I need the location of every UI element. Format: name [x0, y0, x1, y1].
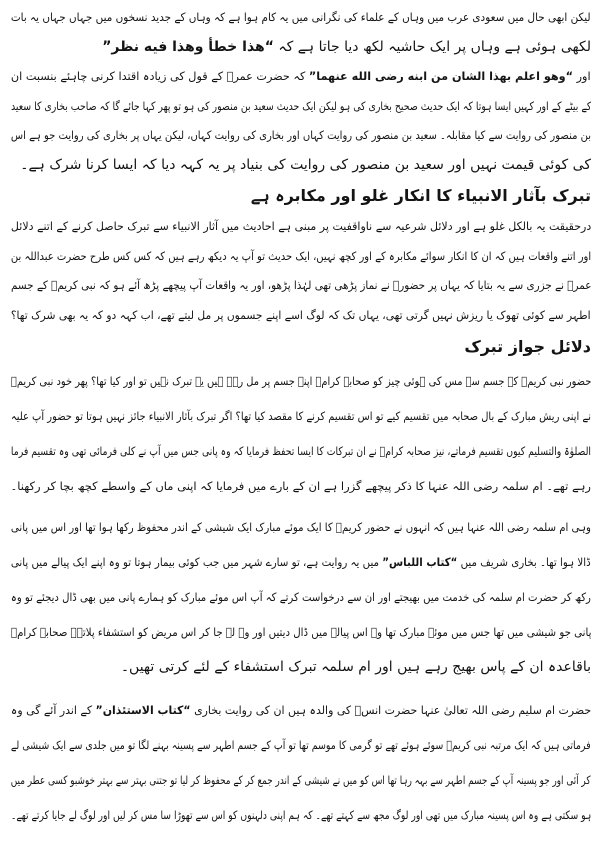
- paragraph-denial: [0, 212, 599, 330]
- line-text: درحقیقت یہ بالکل غلو ہے اور دلائل شرعیہ سے ناواقفیت پر مبنی ہے احادیث میں آثار الانبیاء سے تبرک حاصل کرنے کے اتنے دلائل: [10, 219, 591, 233]
- line-text: باقاعدہ ان کے پاس بھیج رہے ہیں اور ام سلمہ تبرک استشفاء کے لئے کرتی تھیں۔: [120, 659, 591, 675]
- text-line: [8, 242, 591, 272]
- line-text-segment: کے اندر آئے گی وہ: [10, 703, 96, 717]
- line-text: اور اتنے واقعات ہیں کہ ان کا انکار سوائے مکابرہ کے اور کچھ نہیں، ایک حدیث تو آپ یہ دیکھ رہے ہیں کہ کس کس طرح حضرت عبداللہ بن: [10, 248, 591, 263]
- line-text: [11, 62, 591, 92]
- line-text: کے بیٹے کے اور کہیں ایسا ہوتا کہ ایک حدیث صحیح بخاری کی ہو لیکن ایک حدیث سعید بن منصور کی ہو تو پھر کہا جائے گا کہ صاحب بخاری کا سعید: [10, 98, 591, 113]
- text-line: [8, 434, 591, 469]
- section-heading: [8, 180, 591, 212]
- quoted-arabic-phrase: “هذا خطأ وهذا فيه نظر”: [102, 38, 274, 55]
- text-line: [8, 92, 591, 122]
- text-line: [8, 693, 591, 728]
- quoted-arabic-phrase: “كتاب الاستئذان”: [95, 703, 191, 717]
- paragraph-intro: [0, 3, 599, 180]
- line-text-segment: میں یہ روایت ہے، تو سارے شہر میں جب کوئی بیمار ہوتا تو وہ اپنے ایک پیالے میں پانی: [11, 555, 383, 569]
- paragraph-proofs-3: [0, 693, 599, 833]
- line-text: حضور نبی کریمؐ کے جسم سے مس کی ہوئی چیز کو صحابہ کرامؓ اپنے جسم پر مل رہے ہیں یہ تبرک نہیں تو اور کیا تھا؟ پھر خود نبی کریمؐ: [10, 374, 591, 388]
- text-line: [8, 510, 591, 545]
- line-text-segment: لکھی ہوئی ہے وہاں پر ایک حاشیہ لکھ دیا جاتا ہے کہ: [273, 38, 591, 55]
- line-text: فرماتی ہیں کہ ایک مرتبہ نبی کریمؐ سوئے ہوئے تھے تو گرمی کا موسم تھا تو آپ کے جسم اطہر سے پسینہ بہنے لگا تو میں جلدی سے ایک شیشی لے: [11, 738, 591, 752]
- line-text-segment: کہ حضرت عمرؓ کے قول کی زیادہ اقتدا کرنی چاہئے بنسبت ان: [11, 69, 310, 83]
- text-line: [8, 469, 591, 504]
- text-line: [8, 33, 591, 63]
- quoted-arabic-phrase: “كتاب اللباس”: [382, 555, 458, 569]
- text-line: [8, 545, 591, 580]
- line-text-segment: حضرت ام سلیم رضی اللہ تعالیٰ عنہا حضرت انسؓ کی والدہ ہیں ان کی روایت بخاری: [190, 703, 591, 717]
- text-line: [8, 763, 591, 798]
- line-text: لیکن ابھی حال میں سعودی عرب میں وہاں کے علماء کی نگرانی میں یہ کام ہوا ہے کہ وہاں کے جدید نسخوں میں جہاں جہاں یہ بات: [11, 10, 591, 24]
- paragraph-proofs-1: [0, 364, 599, 504]
- text-line: [8, 650, 591, 685]
- text-line: [8, 151, 591, 181]
- line-text: نے اپنی ریش مبارک کے بال صحابہ میں تقسیم کیے تو اس تقسیم کرنے کا مقصد کیا تھا؟ اگر تبرک بآثار الانبیاء جائز نہیں ہوتا تو حضور آپ علیہ: [10, 409, 591, 423]
- line-text: کی کوئی قیمت نہیں اور سعید بن منصور کی روایت کی بنیاد پر یہ کہہ دیا کہ ایسا کرنا شرک ہے۔: [20, 156, 591, 173]
- line-text: [102, 39, 591, 55]
- paragraph-spacer: [0, 685, 599, 693]
- text-line: [8, 3, 591, 33]
- line-text: [11, 693, 591, 728]
- line-text: عمرؓ نے جزری سے یہ بتایا کہ یہاں پر حضورؐ نے نماز پڑھی تھی لہٰذا پڑھو، اور یہ واقعات آپ پیچھے پڑھ آئے ہو کہ نبی کریمؐ کے جسم: [10, 278, 591, 292]
- line-text: [11, 545, 591, 580]
- line-text: ہو سکتی ہے وہ اس پسینہ مبارک میں تھی اور لوگ مجھ سے کہتے تھے۔ کہ ہم اپنی دلہنوں کو اس سے تھوڑا سا مس کر لیں اور لوگ لے جایا کرتے تھے۔: [10, 808, 591, 822]
- line-text: اطہر سے کوئی تھوک یا ریزش نہیں گرتی تھی، یہاں تک کہ لوگ اسے اپنے جسموں پر مل لیتے تھے، اب کہہ دو کہ یہ بھی شرک تھا؟: [11, 307, 591, 322]
- line-text-segment: اور: [573, 69, 591, 83]
- text-line: [8, 728, 591, 763]
- section-heading-text: دلائل جواز تبرک: [464, 337, 591, 356]
- text-line: [8, 580, 591, 615]
- text-line: [8, 212, 591, 242]
- line-text: پانی جو شیشی میں تھا جس میں موئے مبارک تھا وہ اس پیالے میں ڈال دیتیں اور وہ لے جا کر اس مریض کو استشفاء پلاتے۔ صحابہ کرامؓ: [10, 625, 591, 639]
- line-text: رہے تھے۔ ام سلمہ رضی اللہ عنہا کا ذکر پیچھے گزرا ہے ان کے بارے میں فرمایا کہ اپنی ماں کے واسطے کچھ بچا کر رکھنا۔: [10, 479, 591, 493]
- text-line: [8, 615, 591, 650]
- text-line: [8, 301, 591, 331]
- line-text: بن منصور کی روایت سے کیا مقابلہ۔ سعید بن منصور کی روایت کہاں اور بخاری کی روایت کہاں، لیکن یہاں پر بخاری کی روایت جو ہے اس: [10, 128, 591, 142]
- quoted-arabic-phrase: “وهو اعلم بهذا الشان من ابنه رضى الله عنهما”: [309, 69, 574, 83]
- line-text: کر آئی اور جو پسینہ آپ کے جسم اطہر سے بہہ رہا تھا اس کو میں نے شیشی کے اندر جمع کر کے محفوظ کر لیا تو جتنی بہتر سے بہتر خوشبو کسی عطر میں: [11, 773, 591, 787]
- paragraph-proofs-2: [0, 510, 599, 685]
- section-heading: [8, 330, 591, 364]
- line-text-segment: ڈالا ہوا تھا۔ بخاری شریف میں: [457, 555, 591, 569]
- text-line: [8, 399, 591, 434]
- text-line: [8, 121, 591, 151]
- text-line: [8, 62, 591, 92]
- line-text: رکھ کر حضرت ام سلمہ کی خدمت میں بھیجتے اور ان سے درخواست کرتے کہ آپ اس موئے مبارک کو ہمارے پانی میں بھی ڈال دیجئے تو وہ: [11, 590, 591, 604]
- line-text: وہی ام سلمہ رضی اللہ عنہا ہیں کہ انہوں نے حضور کریمؐ کا ایک موئے مبارک ایک شیشی کے اندر محفوظ رکھا ہوا تھا اور اس میں پانی: [11, 520, 591, 534]
- section-heading-text: تبرک بآثار الانبیاء کا انکار غلو اور مکابرہ ہے: [250, 186, 591, 205]
- text-line: [8, 798, 591, 833]
- text-line: [8, 271, 591, 301]
- line-text: الصلوٰۃ والتسلیم کیوں تقسیم فرماتے، نیز صحابہ کرامؓ نے ان تبرکات کا ایسا تحفظ فرمایا کہ وہ پانی جس میں آپ نے کلی فرمائی تھی وہ تقسیم فرما: [10, 444, 591, 458]
- text-line: [8, 364, 591, 399]
